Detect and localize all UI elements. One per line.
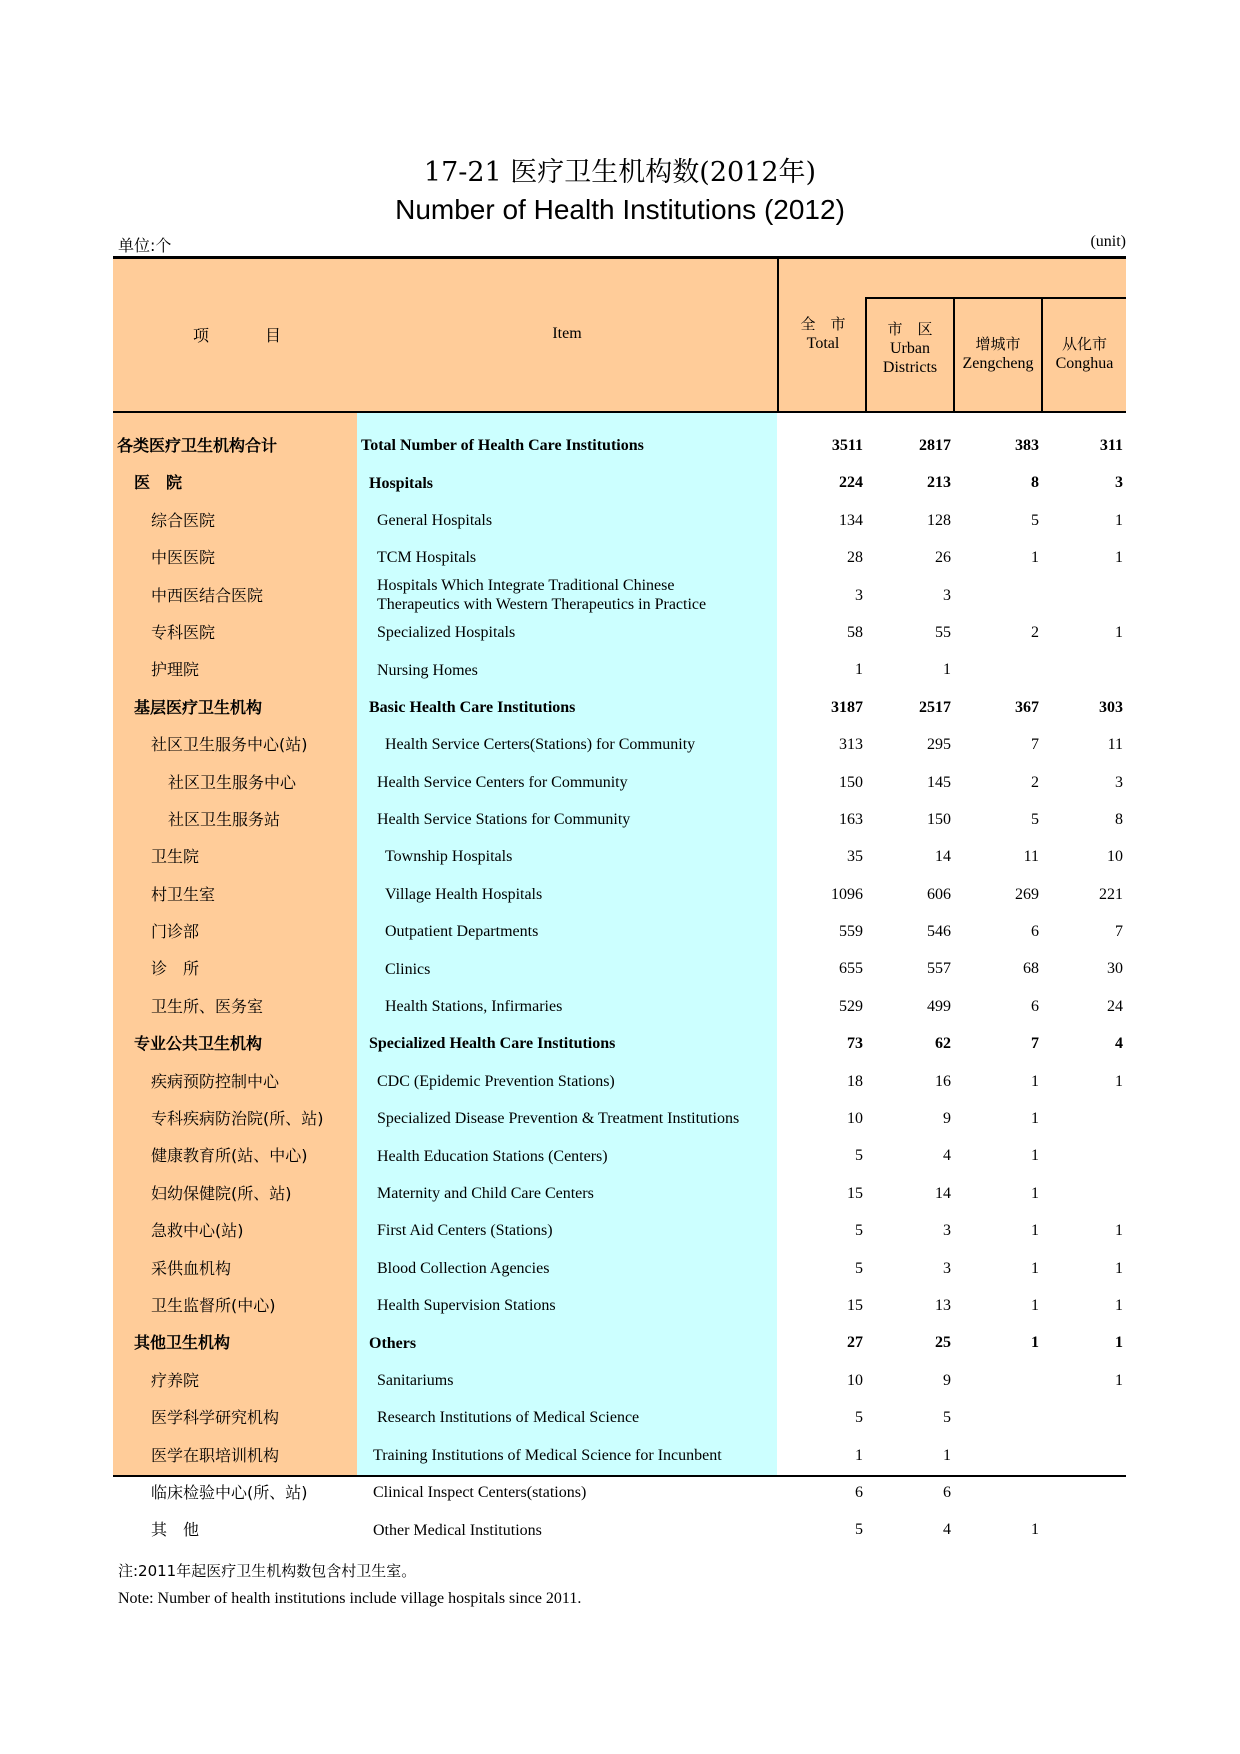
cell-zengcheng: 367 xyxy=(1015,698,1039,716)
row-label-chinese: 急救中心(站) xyxy=(151,1221,244,1241)
table-row xyxy=(113,1063,1126,1100)
cell-urban: 5 xyxy=(943,1409,951,1427)
cell-total: 313 xyxy=(839,736,863,754)
cell-zengcheng xyxy=(955,651,1039,688)
table-header xyxy=(113,256,1126,413)
row-label-english: Other Medical Institutions xyxy=(373,1521,542,1539)
row-label-chinese: 采供血机构 xyxy=(151,1258,232,1278)
cell-total: 5 xyxy=(855,1222,863,1240)
table-title-chinese: 17-21 医疗卫生机构数(2012年) xyxy=(423,157,817,188)
cell-urban: 62 xyxy=(935,1035,951,1053)
cell-zengcheng: 1 xyxy=(1031,1184,1039,1202)
header-total-chinese: 全 市 xyxy=(800,315,846,333)
cell-zengcheng: 1 xyxy=(1031,1521,1039,1539)
header-item-english xyxy=(357,259,777,411)
table-row xyxy=(113,1100,1126,1137)
cell-zengcheng: 383 xyxy=(1015,437,1039,454)
cell-conghua: 30 xyxy=(1107,960,1123,978)
cell-urban: 128 xyxy=(927,511,951,529)
table-row xyxy=(113,1399,1126,1436)
cell-zengcheng xyxy=(955,577,1039,614)
cell-conghua: 1 xyxy=(1115,1371,1123,1389)
row-label-chinese: 护理院 xyxy=(151,660,200,680)
cell-conghua: 8 xyxy=(1115,810,1123,828)
row-label-chinese: 村卫生室 xyxy=(151,884,216,904)
table-row xyxy=(113,577,1126,614)
header-item-english-label: Item xyxy=(552,325,582,342)
row-label-english: Research Institutions of Medical Science xyxy=(377,1409,640,1427)
cell-total: 28 xyxy=(847,549,863,567)
table-row xyxy=(113,1437,1126,1474)
row-label-english: Sanitariums xyxy=(377,1371,454,1389)
header-urban xyxy=(867,320,953,377)
table-row xyxy=(113,1362,1126,1399)
cell-conghua: 10 xyxy=(1107,848,1123,866)
cell-urban: 150 xyxy=(927,810,951,828)
header-sub-divider xyxy=(865,297,1126,299)
row-label-english: Specialized Health Care Institutions xyxy=(369,1035,616,1053)
header-item-chinese-label: 项 目 xyxy=(193,326,284,345)
row-label-chinese: 健康教育所(站、中心) xyxy=(151,1146,308,1166)
cell-total: 134 xyxy=(839,511,863,529)
table-row xyxy=(113,1175,1126,1212)
unit-label-english: (unit) xyxy=(1090,233,1126,250)
cell-total: 3 xyxy=(855,586,863,604)
cell-urban: 9 xyxy=(943,1371,951,1389)
cell-total: 18 xyxy=(847,1072,863,1090)
row-label-english: Specialized Disease Prevention & Treatment Institutions xyxy=(377,1110,740,1128)
cell-zengcheng xyxy=(955,1399,1039,1436)
cell-total: 73 xyxy=(847,1035,863,1053)
cell-zengcheng xyxy=(955,1437,1039,1474)
cell-urban: 4 xyxy=(943,1147,951,1165)
row-label-english: Health Stations, Infirmaries xyxy=(385,998,563,1016)
cell-urban: 16 xyxy=(935,1072,951,1090)
row-label-english: Hospitals xyxy=(369,474,434,492)
cell-conghua xyxy=(1043,1437,1123,1474)
row-label-english: Health Service Centers for Community xyxy=(377,773,628,791)
row-label-english: Specialized Hospitals xyxy=(377,624,516,642)
cell-zengcheng: 1 xyxy=(1031,1222,1039,1240)
cell-conghua xyxy=(1043,1175,1123,1212)
header-item-chinese xyxy=(113,259,357,411)
cell-urban: 2517 xyxy=(919,698,951,716)
cell-total: 1096 xyxy=(831,885,863,903)
row-label-chinese: 门诊部 xyxy=(151,922,200,942)
table-row xyxy=(113,801,1126,838)
header-zengcheng xyxy=(955,335,1041,373)
cell-conghua xyxy=(1043,1511,1123,1548)
table-row xyxy=(113,614,1126,651)
cell-conghua xyxy=(1043,1100,1123,1137)
cell-zengcheng: 1 xyxy=(1031,1296,1039,1314)
cell-urban: 3 xyxy=(943,1222,951,1240)
row-label-chinese: 卫生监督所(中心) xyxy=(151,1295,276,1315)
row-label-english: Total Number of Health Care Institutions xyxy=(361,437,644,455)
cell-zengcheng: 1 xyxy=(1031,1334,1039,1352)
header-total-english: Total xyxy=(806,335,840,352)
table-row xyxy=(113,1137,1126,1174)
cell-zengcheng: 1 xyxy=(1031,1147,1039,1165)
table-body xyxy=(113,413,1126,1540)
table-row xyxy=(113,464,1126,501)
header-urban-chinese: 市 区 xyxy=(887,320,933,338)
cell-urban: 3 xyxy=(943,1259,951,1277)
cell-conghua xyxy=(1043,1137,1123,1174)
row-label-chinese: 其他卫生机构 xyxy=(134,1333,231,1353)
cell-zengcheng: 1 xyxy=(1031,1259,1039,1277)
row-label-chinese: 专科疾病防治院(所、站) xyxy=(151,1109,324,1129)
header-zengcheng-chinese: 增城市 xyxy=(975,335,1021,353)
cell-total: 35 xyxy=(847,848,863,866)
row-label-chinese: 中西医结合医院 xyxy=(151,585,264,605)
row-label-chinese: 专科医院 xyxy=(151,622,216,642)
row-label-english: Nursing Homes xyxy=(377,661,478,679)
cell-zengcheng: 11 xyxy=(1023,848,1039,866)
cell-zengcheng: 2 xyxy=(1031,623,1039,641)
cell-urban: 546 xyxy=(927,923,951,941)
table-row xyxy=(113,539,1126,576)
table-row xyxy=(113,913,1126,950)
cell-zengcheng: 68 xyxy=(1023,960,1039,978)
row-label-english: Training Institutions of Medical Science for Incunbent xyxy=(373,1446,722,1464)
table-row xyxy=(113,876,1126,913)
cell-zengcheng xyxy=(955,1474,1039,1511)
row-label-english: Others xyxy=(369,1334,417,1352)
cell-total: 224 xyxy=(839,474,863,492)
table-row xyxy=(113,1287,1126,1324)
cell-urban: 2817 xyxy=(919,437,951,454)
cell-total: 5 xyxy=(855,1259,863,1277)
cell-conghua: 3 xyxy=(1115,474,1123,492)
cell-total: 6 xyxy=(855,1483,863,1501)
header-conghua-english: Conghua xyxy=(1055,355,1114,372)
cell-conghua: 4 xyxy=(1115,1035,1123,1053)
row-label-chinese: 社区卫生服务中心(站) xyxy=(151,735,308,755)
row-label-chinese: 医 院 xyxy=(134,473,183,493)
cell-urban: 13 xyxy=(935,1296,951,1314)
cell-zengcheng xyxy=(955,1362,1039,1399)
cell-total: 655 xyxy=(839,960,863,978)
cell-total: 1 xyxy=(855,661,863,679)
row-label-chinese: 社区卫生服务站 xyxy=(168,809,281,829)
cell-conghua: 221 xyxy=(1099,885,1123,903)
row-label-english: Township Hospitals xyxy=(385,848,513,866)
row-label-chinese: 专业公共卫生机构 xyxy=(134,1034,263,1054)
cell-total: 15 xyxy=(847,1296,863,1314)
cell-total: 27 xyxy=(847,1334,863,1352)
footnote-chinese: 注:2011年起医疗卫生机构数包含村卫生室。 xyxy=(118,1562,417,1580)
cell-urban: 14 xyxy=(935,848,951,866)
cell-total: 5 xyxy=(855,1521,863,1539)
row-label-english: CDC (Epidemic Prevention Stations) xyxy=(377,1072,615,1090)
cell-urban: 6 xyxy=(943,1483,951,1501)
row-label-english: Outpatient Departments xyxy=(385,923,539,941)
table-rows xyxy=(113,427,1126,1549)
table-row xyxy=(113,651,1126,688)
row-label-chinese: 临床检验中心(所、站) xyxy=(151,1482,308,1502)
row-label-chinese: 妇幼保健院(所、站) xyxy=(151,1183,292,1203)
cell-urban: 25 xyxy=(935,1334,951,1352)
cell-conghua: 1 xyxy=(1115,623,1123,641)
row-label-english: Health Education Stations (Centers) xyxy=(377,1147,608,1165)
cell-conghua xyxy=(1043,1474,1123,1511)
table-row xyxy=(113,726,1126,763)
row-label-chinese: 卫生院 xyxy=(151,847,200,867)
cell-urban: 295 xyxy=(927,736,951,754)
cell-conghua: 1 xyxy=(1115,1259,1123,1277)
row-label-english: Maternity and Child Care Centers xyxy=(377,1185,594,1202)
row-label-chinese: 疗养院 xyxy=(151,1370,200,1390)
cell-zengcheng: 7 xyxy=(1031,736,1039,754)
cell-total: 559 xyxy=(839,923,863,941)
cell-conghua: 7 xyxy=(1115,923,1123,941)
table-row xyxy=(113,950,1126,987)
row-label-chinese: 医学科学研究机构 xyxy=(151,1408,280,1428)
cell-urban: 26 xyxy=(935,549,951,567)
table-row xyxy=(113,689,1126,726)
cell-urban: 213 xyxy=(927,474,951,492)
cell-urban: 499 xyxy=(927,997,951,1015)
cell-zengcheng: 7 xyxy=(1031,1035,1039,1053)
cell-urban: 557 xyxy=(927,960,951,978)
cell-zengcheng: 269 xyxy=(1015,885,1039,903)
cell-urban: 55 xyxy=(935,623,951,641)
unit-label-chinese: 单位:个 xyxy=(118,236,172,255)
row-label-english: General Hospitals xyxy=(377,511,493,529)
statistics-table xyxy=(113,256,1126,1540)
cell-total: 10 xyxy=(847,1371,863,1389)
cell-conghua: 303 xyxy=(1099,698,1123,716)
table-row xyxy=(113,1212,1126,1249)
row-label-english: Blood Collection Agencies xyxy=(377,1259,550,1277)
cell-total: 5 xyxy=(855,1147,863,1165)
cell-conghua xyxy=(1043,1399,1123,1436)
cell-zengcheng: 2 xyxy=(1031,773,1039,791)
cell-conghua: 1 xyxy=(1115,1222,1123,1240)
cell-conghua: 311 xyxy=(1099,437,1123,454)
cell-zengcheng: 1 xyxy=(1031,1072,1039,1090)
cell-urban: 606 xyxy=(927,885,951,903)
cell-total: 3511 xyxy=(831,437,863,454)
cell-zengcheng: 1 xyxy=(1031,1110,1039,1128)
cell-zengcheng: 6 xyxy=(1031,923,1039,941)
cell-total: 3187 xyxy=(831,698,863,716)
table-row xyxy=(113,764,1126,801)
cell-conghua: 1 xyxy=(1115,1334,1123,1352)
cell-total: 150 xyxy=(839,773,863,791)
header-conghua xyxy=(1043,335,1126,373)
row-label-chinese: 其 他 xyxy=(151,1520,200,1540)
header-zengcheng-english: Zengcheng xyxy=(962,355,1034,372)
table-title-english: Number of Health Institutions (2012) xyxy=(395,194,845,225)
table-row xyxy=(113,1324,1126,1361)
footnote-english: Note: Number of health institutions include village hospitals since 2011. xyxy=(118,1590,582,1607)
header-conghua-chinese: 从化市 xyxy=(1061,335,1107,353)
row-label-chinese: 诊 所 xyxy=(151,959,200,979)
row-label-english: Clinical Inspect Centers(stations) xyxy=(373,1484,587,1502)
cell-total: 163 xyxy=(839,810,863,828)
table-row xyxy=(113,502,1126,539)
table-row xyxy=(113,1025,1126,1062)
cell-zengcheng: 5 xyxy=(1031,810,1039,828)
cell-conghua: 3 xyxy=(1115,773,1123,791)
cell-total: 5 xyxy=(855,1409,863,1427)
cell-conghua: 11 xyxy=(1107,736,1123,754)
row-label-english: First Aid Centers (Stations) xyxy=(377,1222,553,1240)
cell-zengcheng: 1 xyxy=(1031,549,1039,567)
cell-total: 58 xyxy=(847,623,863,641)
row-label-chinese: 卫生所、医务室 xyxy=(151,996,264,1016)
row-label-chinese: 社区卫生服务中心 xyxy=(168,772,297,792)
row-label-english: Basic Health Care Institutions xyxy=(369,698,576,716)
row-label-english: Hospitals Which Integrate Traditional Chinese Therapeutics with Western Therapeutics in Practice xyxy=(377,577,707,614)
table-row xyxy=(113,427,1126,464)
table-row xyxy=(113,1250,1126,1287)
cell-conghua: 1 xyxy=(1115,1296,1123,1314)
cell-conghua xyxy=(1043,577,1123,614)
cell-conghua: 1 xyxy=(1115,549,1123,567)
header-urban-english: Urban Districts xyxy=(882,340,938,376)
cell-total: 10 xyxy=(847,1110,863,1128)
cell-total: 15 xyxy=(847,1184,863,1202)
row-label-english: Health Service Certers(Stations) for Community xyxy=(385,736,696,754)
cell-zengcheng: 6 xyxy=(1031,997,1039,1015)
cell-zengcheng: 5 xyxy=(1031,511,1039,529)
row-label-english: Health Service Stations for Community xyxy=(377,811,631,829)
cell-urban: 14 xyxy=(935,1184,951,1202)
row-label-chinese: 中医医院 xyxy=(151,548,216,568)
cell-urban: 145 xyxy=(927,773,951,791)
cell-urban: 1 xyxy=(943,661,951,679)
cell-conghua xyxy=(1043,651,1123,688)
cell-total: 529 xyxy=(839,997,863,1015)
row-label-chinese: 医学在职培训机构 xyxy=(151,1445,280,1465)
row-label-english: TCM Hospitals xyxy=(377,549,477,567)
cell-urban: 9 xyxy=(943,1110,951,1128)
cell-zengcheng: 8 xyxy=(1031,474,1039,492)
row-label-chinese: 基层医疗卫生机构 xyxy=(134,697,263,717)
row-label-english: Village Health Hospitals xyxy=(385,885,543,903)
cell-conghua: 1 xyxy=(1115,511,1123,529)
cell-conghua: 24 xyxy=(1107,997,1123,1015)
row-label-english: Clinics xyxy=(385,960,431,978)
table-row xyxy=(113,1474,1126,1511)
row-label-english: Health Supervision Stations xyxy=(377,1297,556,1315)
table-row xyxy=(113,1511,1126,1548)
row-label-chinese: 综合医院 xyxy=(151,510,216,530)
cell-urban: 1 xyxy=(943,1446,951,1464)
cell-urban: 3 xyxy=(943,586,951,604)
header-total xyxy=(779,315,867,353)
table-row xyxy=(113,838,1126,875)
table-row xyxy=(113,988,1126,1025)
cell-conghua: 1 xyxy=(1115,1072,1123,1090)
cell-total: 1 xyxy=(855,1446,863,1464)
cell-urban: 4 xyxy=(943,1521,951,1539)
row-label-chinese: 各类医疗卫生机构合计 xyxy=(117,436,278,455)
row-label-chinese: 疾病预防控制中心 xyxy=(151,1071,280,1091)
